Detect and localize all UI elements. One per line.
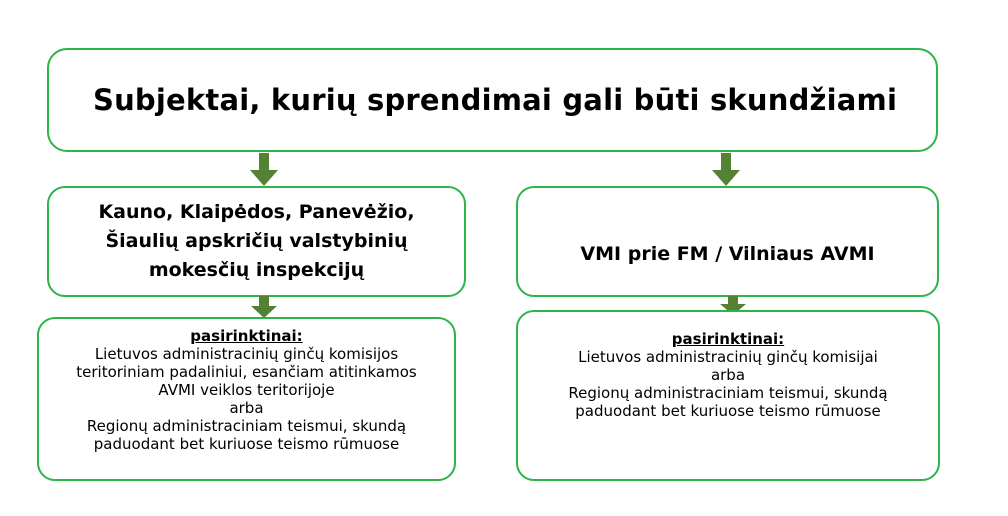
right-appeal-line-4: paduodant bet kuriuose teismo rūmuose <box>575 402 881 420</box>
right-authority-text: VMI prie FM / Vilniaus AVMI <box>580 243 875 265</box>
right-appeal-options-box <box>516 310 940 481</box>
arrow-down-right-top <box>712 153 740 186</box>
left-appeal-options-box <box>37 317 456 481</box>
left-appeal-line-1: Lietuvos administracinių ginčų komisijos <box>94 345 399 363</box>
left-authority-line-3: mokesčių inspekcijų <box>148 259 365 281</box>
right-appeal-line-3: Regionų administraciniam teismui, skundą <box>568 384 888 402</box>
left-appeal-line-4: arba <box>229 399 264 417</box>
arrow-down-left-top <box>250 153 278 186</box>
left-appeal-line-6: paduodant bet kuriuose teismo rūmuose <box>93 435 400 453</box>
right-appeal-line-2: arba <box>710 366 746 384</box>
left-appeal-line-2: teritoriniam padaliniui, esančiam atitinkamos <box>76 363 417 381</box>
left-authority-line-1: Kauno, Klaipėdos, Panevėžio, <box>98 201 415 223</box>
left-appeal-line-3: AVMI veiklos teritorijoje <box>158 381 335 399</box>
right-authority-box <box>516 186 939 297</box>
left-authority-line-2: Šiaulių apskričių valstybinių <box>105 230 408 252</box>
right-appeal-line-1: Lietuvos administracinių ginčų komisijai <box>578 348 878 366</box>
left-appeal-heading: pasirinktinai: <box>190 327 303 345</box>
left-authority-box <box>47 186 466 297</box>
left-appeal-line-5: Regionų administraciniam teismui, skundą <box>86 417 407 435</box>
arrow-down-left-mid <box>251 296 277 318</box>
diagram-title: Subjektai, kurių sprendimai gali būti skundžiami <box>93 83 898 117</box>
top-box <box>47 48 938 152</box>
right-appeal-heading: pasirinktinai: <box>671 330 785 348</box>
